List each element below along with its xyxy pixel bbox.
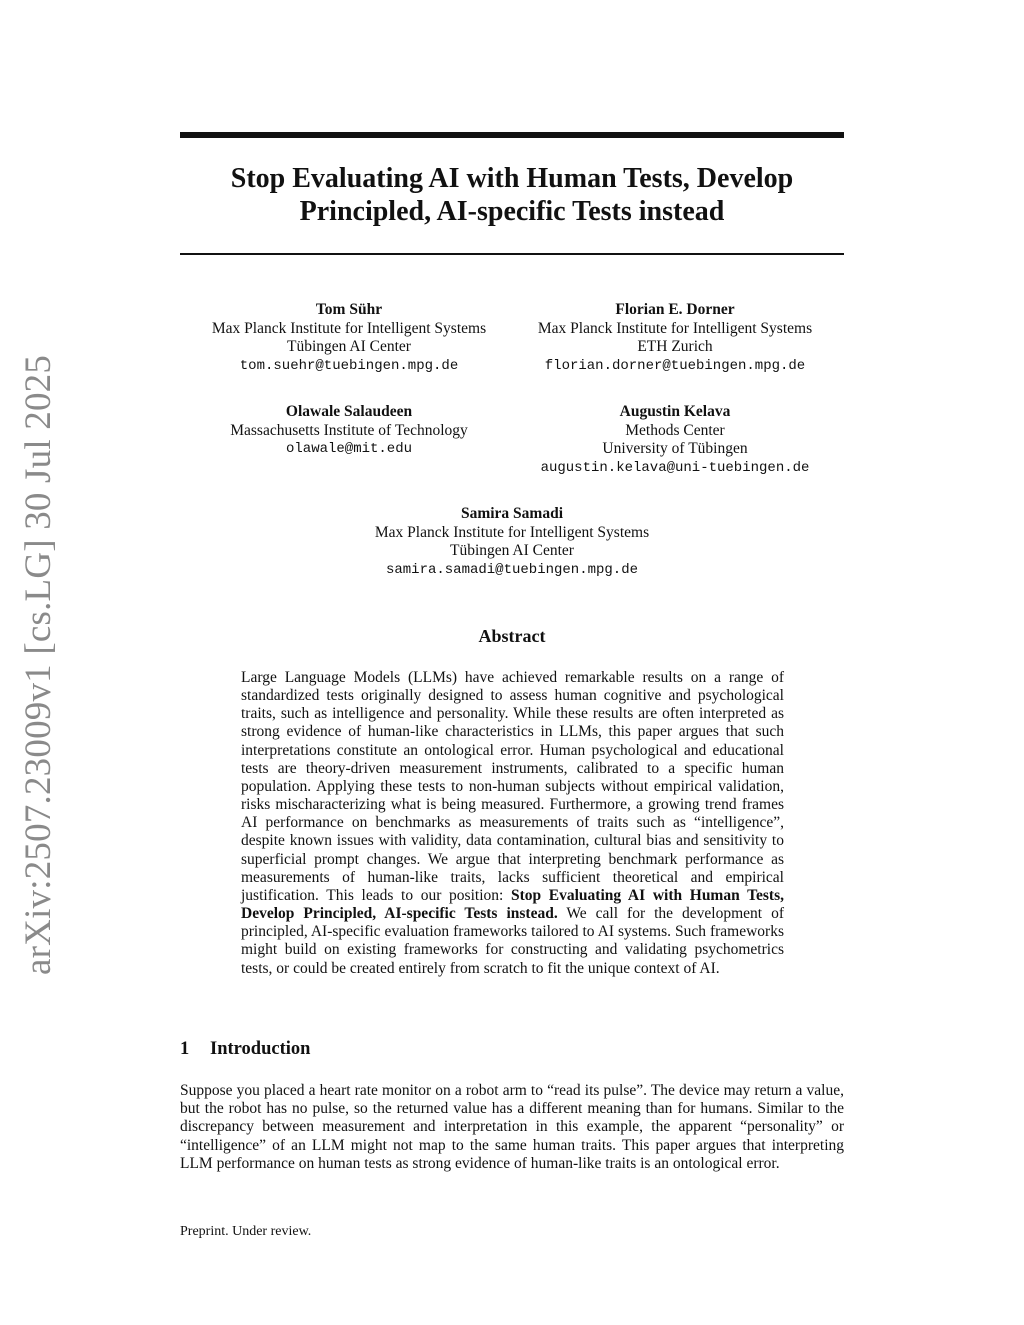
section-number: 1 <box>180 1039 190 1059</box>
title-top-rule <box>180 132 844 138</box>
author-affiliation: Max Planck Institute for Intelligent Systems <box>374 523 650 541</box>
abstract-text-part: Large Language Models (LLMs) have achieved remarkable results on a range of standardized tests originally designed to assess human cognitive and psychological traits, such as intelligence and personality. While these results are often interpreted as strong evidence of human-like characteristics in LLMs, this paper argues that such interpretations constitute an ontological error. Human psychological and educational tests are theory-driven measurement instruments, calibrated to a specific human population. Applying these tests to non-human subjects without empirical validation, risks mischaracterizing what is being measured. Furthermore, a growing trend frames AI performance on benchmarks as measurements of traits such as “intelligence”, despite known issues with validity, data contamination, cultural bias and sensitivity to superficial prompt changes. We argue that interpreting benchmark performance as measurements of human-like traits, lacks sufficient theoretical and empirical justification. This leads to our position: <box>241 669 784 904</box>
paper-title-line-1: Stop Evaluating AI with Human Tests, Develop <box>230 163 794 194</box>
author-block <box>312 505 712 579</box>
author-name: Samira Samadi <box>460 505 564 522</box>
author-affiliation: Tübingen AI Center <box>450 542 574 559</box>
arxiv-identifier-stamp: arXiv:2507.23009v1 [cs.LG] 30 Jul 2025 <box>18 354 59 975</box>
abstract-text-part: We call for the development of principled, AI-specific evaluation frameworks tailored to AI systems. Such frameworks might build on existing frameworks for constructing and validating psychometrics tests, or could be created entirely from scratch to fit the unique context of AI. <box>241 905 784 977</box>
author-email[interactable]: tom.suehr@tuebingen.mpg.de <box>239 357 459 374</box>
author-affiliation: Max Planck Institute for Intelligent Systems <box>211 319 487 337</box>
section-title: Introduction <box>210 1039 311 1059</box>
author-affiliation: Massachusetts Institute of Technology <box>230 421 468 439</box>
abstract-heading: Abstract <box>478 626 546 646</box>
introduction-paragraph: Suppose you placed a heart rate monitor on a robot arm to “read its pulse”. The device may return a value, but the robot has no pulse, so the returned value has a different meaning than for humans. Similar to the discrepancy between measurement and interpretation in this example, the apparent “personality” or “intelligence” of an LLM might not map to the same human traits. This paper argues that interpreting LLM performance on human tests as strong evidence of human-like traits is an ontological error. <box>180 1082 844 1172</box>
author-block <box>180 403 518 459</box>
author-email[interactable]: florian.dorner@tuebingen.mpg.de <box>544 357 806 374</box>
author-email[interactable]: olawale@mit.edu <box>285 441 413 457</box>
author-affiliation: ETH Zurich <box>637 338 713 355</box>
author-name: Tom Sühr <box>315 301 383 318</box>
author-affiliation: University of Tübingen <box>602 440 748 457</box>
author-name: Florian E. Dorner <box>615 301 735 318</box>
author-block <box>506 301 844 375</box>
author-name: Augustin Kelava <box>619 403 731 420</box>
author-name: Olawale Salaudeen <box>285 403 413 420</box>
paper-title-line-2: Principled, AI-specific Tests instead <box>299 196 725 227</box>
author-affiliation: Methods Center <box>625 421 725 439</box>
author-affiliation: Max Planck Institute for Intelligent Systems <box>537 319 813 337</box>
preprint-footer-note: Preprint. Under review. <box>180 1224 312 1239</box>
paper-title <box>180 162 844 228</box>
author-block <box>180 301 518 375</box>
author-email[interactable]: augustin.kelava@uni-tuebingen.de <box>540 459 810 476</box>
abstract-text <box>241 669 784 978</box>
section-heading-introduction <box>180 1038 844 1060</box>
title-bottom-rule <box>180 253 844 255</box>
author-email[interactable]: samira.samadi@tuebingen.mpg.de <box>385 561 639 578</box>
author-block <box>506 403 844 477</box>
author-affiliation: Tübingen AI Center <box>287 338 411 355</box>
abstract-position-statement: Stop Evaluating AI with Human Tests, Develop Principled, AI-specific Tests instead. <box>241 886 784 923</box>
